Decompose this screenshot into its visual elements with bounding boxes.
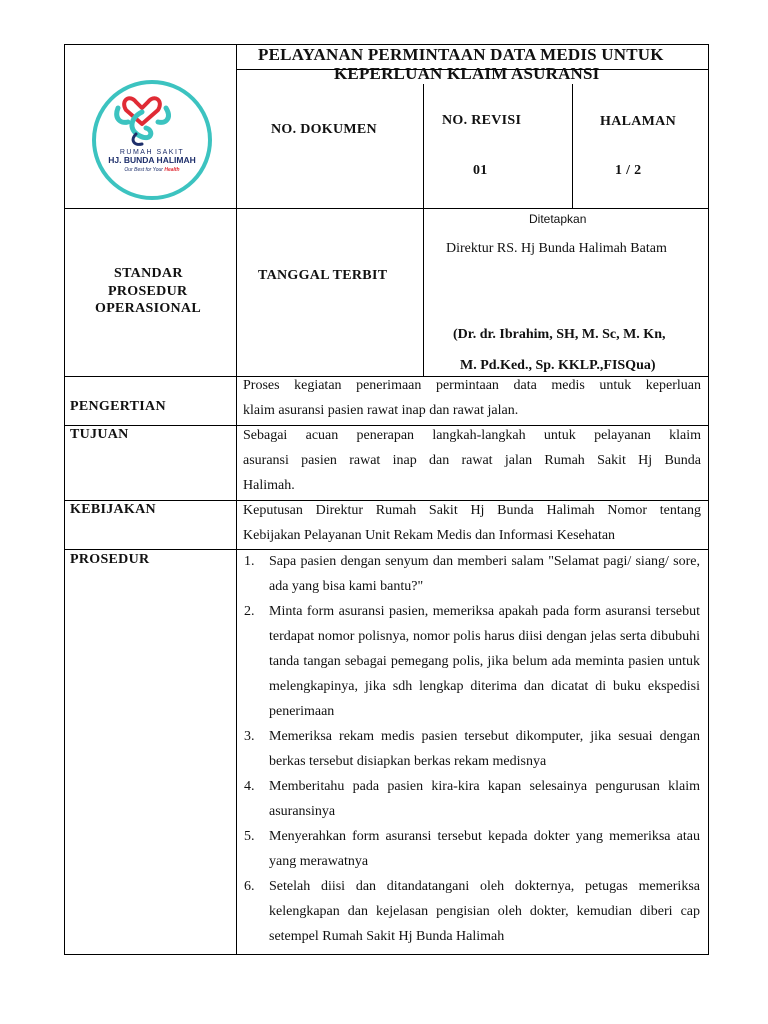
logo-tagline: Our Best for Your Health [124, 167, 180, 173]
sop-label-line2: PROSEDUR [108, 284, 188, 299]
tanggal-terbit-label: TANGGAL TERBIT [258, 268, 388, 283]
pengertian-line1: Proses kegiatan penerimaan permintaan data medis untuk keperluan [243, 378, 701, 393]
step-text: Minta form asuransi pasien, memeriksa apakah pada form asuransi tersebut terdapat nomor polisnya, nomor polis harus diisi dengan jelas serta dibubuhi tanda tangan sebagai pemegang polis, jika belum ada meminta pasien untuk melengkapinya, jika sdh lengkap diterima dan dicatat di buku ekspedisi penerimaan [269, 604, 700, 719]
logo-top-text: RUMAH SAKIT [119, 149, 185, 156]
signatory-line2: M. Pd.Ked., Sp. KKLP.,FISQua) [460, 358, 656, 373]
signatory-line1: (Dr. dr. Ibrahim, SH, M. Sc, M. Kn, [453, 327, 666, 342]
tujuan-line1: Sebagai acuan penerapan langkah-langkah untuk pelayanan klaim [243, 428, 701, 443]
prosedur-step [244, 599, 700, 724]
sop-label-line1: STANDAR [114, 266, 183, 281]
step-number: 1. [244, 554, 255, 569]
step-text: Memberitahu pada pasien kira-kira kapan selesainya pengurusan klaim asuransinya [269, 779, 700, 819]
tujuan-label: TUJUAN [70, 427, 129, 442]
pengertian-label: PENGERTIAN [70, 399, 166, 414]
step-text: Menyerahkan form asuransi tersebut kepada dokter yang memeriksa atau yang merawatnya [269, 829, 700, 869]
prosedur-step [244, 724, 700, 774]
halaman-value: 1 / 2 [615, 163, 642, 178]
step-text: Sapa pasien dengan senyum dan memberi salam "Selamat pagi/ siang/ sore, ada yang bisa kami bantu?" [269, 554, 700, 594]
step-text: Setelah diisi dan ditandatangani oleh dokternya, petugas memeriksa kelengkapan dan kejelasan pengisian oleh dokter, kemudian diberi cap setempel Rumah Sakit Hj Bunda Halimah [269, 879, 700, 944]
logo-name: HJ. BUNDA HALIMAH [108, 155, 196, 165]
kebijakan-line1: Keputusan Direktur Rumah Sakit Hj Bunda Halimah Nomor tentang [243, 503, 701, 518]
kebijakan-label: KEBIJAKAN [70, 502, 156, 517]
hospital-logo-icon [90, 78, 214, 202]
tujuan-line3: Halimah. [243, 478, 295, 493]
no-dokumen-label: NO. DOKUMEN [271, 122, 377, 137]
prosedur-step [244, 549, 700, 599]
step-text: Memeriksa rekam medis pasien tersebut dikomputer, jika sesuai dengan berkas tersebut disiapkan berkas rekam medisnya [269, 729, 700, 769]
doc-title-line1: PELAYANAN PERMINTAAN DATA MEDIS UNTUK [258, 45, 664, 64]
step-number: 5. [244, 829, 255, 844]
no-revisi-value: 01 [473, 163, 488, 178]
prosedur-step [244, 824, 700, 874]
sop-label-line3: OPERASIONAL [95, 301, 201, 316]
doc-title-line2: KEPERLUAN KLAIM ASURANSI [334, 64, 600, 83]
ditetapkan-text: Ditetapkan [529, 212, 587, 226]
halaman-label: HALAMAN [600, 114, 676, 129]
prosedur-step [244, 874, 700, 949]
direktur-text: Direktur RS. Hj Bunda Halimah Batam [446, 241, 667, 256]
step-number: 6. [244, 879, 255, 894]
col-divider [572, 84, 573, 208]
col-divider [423, 84, 424, 208]
col-divider [236, 44, 237, 955]
prosedur-label: PROSEDUR [70, 552, 150, 567]
header-divider [64, 208, 709, 209]
prosedur-step [244, 774, 700, 824]
pengertian-line2: klaim asuransi pasien rawat inap dan rawat jalan. [243, 403, 519, 418]
kebijakan-line2: Kebijakan Pelayanan Unit Rekam Medis dan Informasi Kesehatan [243, 528, 616, 543]
hospital-logo [90, 78, 214, 202]
kebijakan-text [243, 498, 701, 548]
tujuan-text [243, 423, 701, 498]
step-number: 4. [244, 779, 255, 794]
prosedur-steps [244, 549, 700, 949]
col-divider [423, 208, 424, 376]
no-revisi-label: NO. REVISI [442, 113, 522, 128]
step-number: 3. [244, 729, 255, 744]
tujuan-line2: asuransi pasien rawat inap dan rawat jalan Rumah Sakit Hj Bunda [243, 453, 701, 468]
pengertian-text [243, 373, 701, 423]
step-number: 2. [244, 604, 255, 619]
